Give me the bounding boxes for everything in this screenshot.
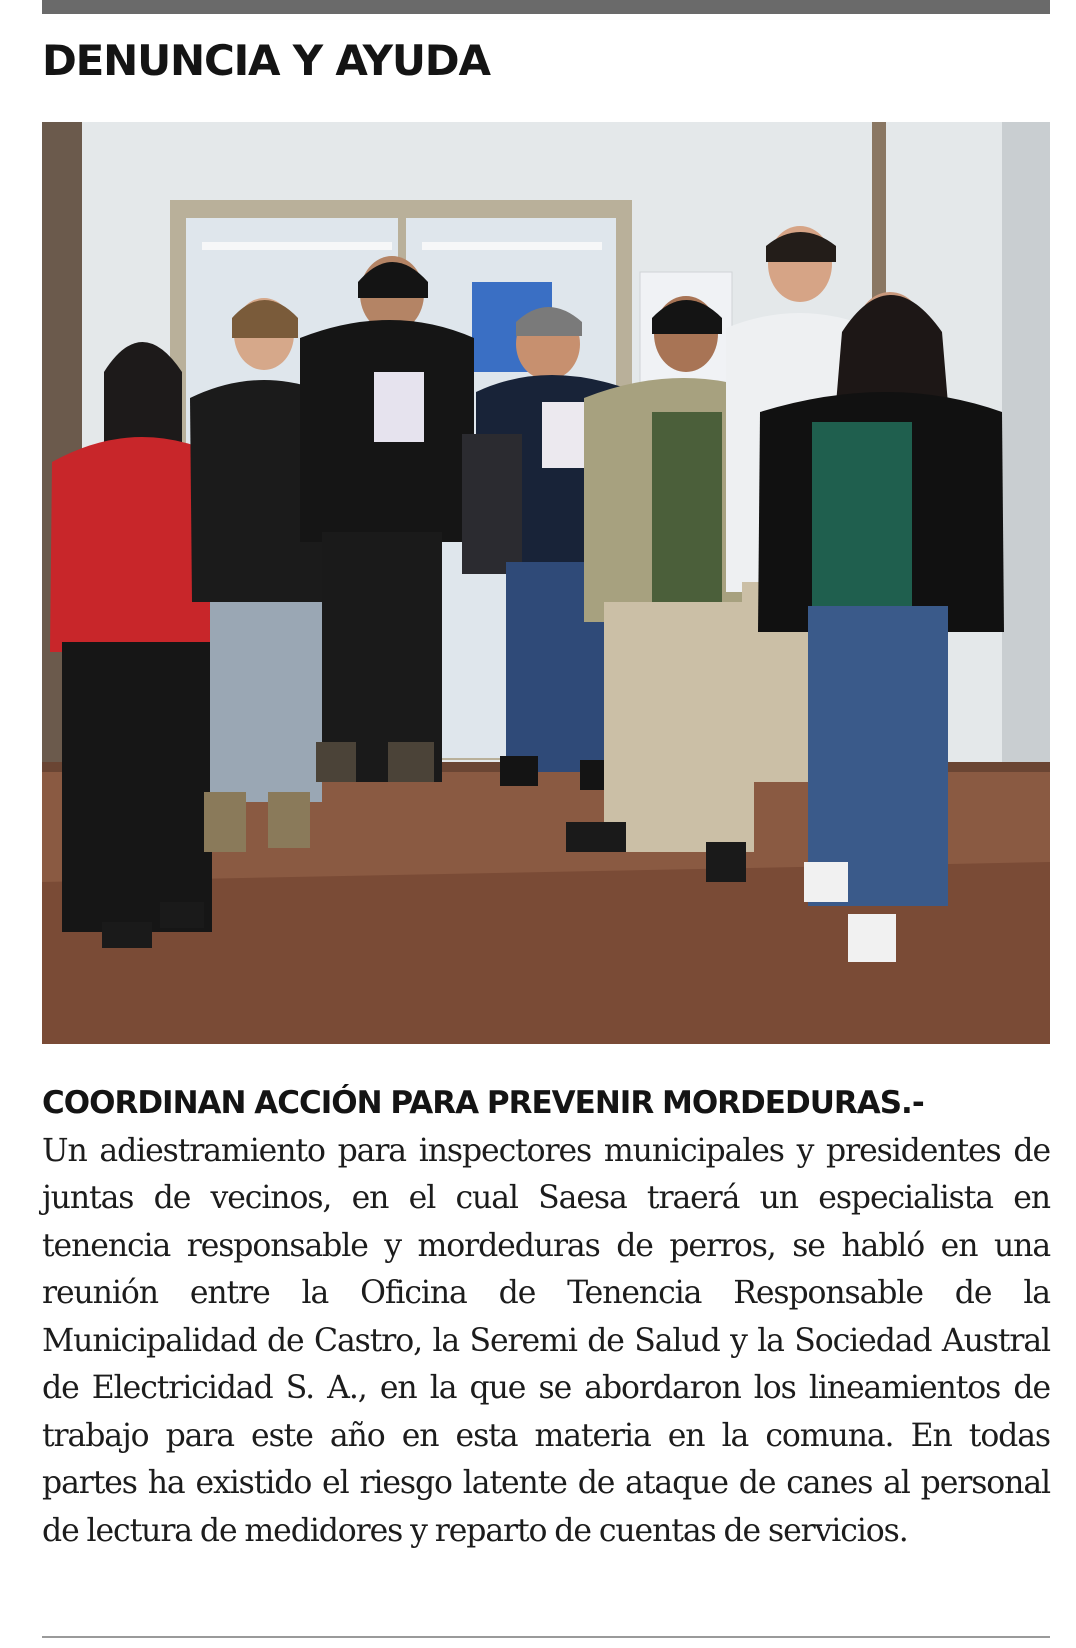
group-photo-illustration: [42, 122, 1050, 1044]
bottom-rule: [42, 1636, 1050, 1638]
section-title: DENUNCIA Y AYUDA: [42, 36, 490, 85]
article-lead: COORDINAN ACCIÓN PARA PREVENIR MORDEDURAS.-: [42, 1085, 924, 1121]
group-photo: [42, 122, 1050, 1044]
article-text: [42, 1080, 1050, 1555]
top-rule: [42, 0, 1050, 14]
article-body: Un adiestramiento para inspectores municipales y presidentes de juntas de vecinos, en el cual Saesa traerá un especialista en tenencia responsable y mordeduras de perros, se habló en una reunión entre la Oficina de Tenencia Responsable de la Municipalidad de Castro, la Seremi de Salud y la Sociedad Austral de Electricidad S. A., en la que se abordaron los lineamientos de trabajo para este año en esta materia en la comuna. En todas partes ha existido el riesgo latente de ataque de canes al personal de lectura de medidores y reparto de cuentas de servicios.: [42, 1132, 1050, 1549]
